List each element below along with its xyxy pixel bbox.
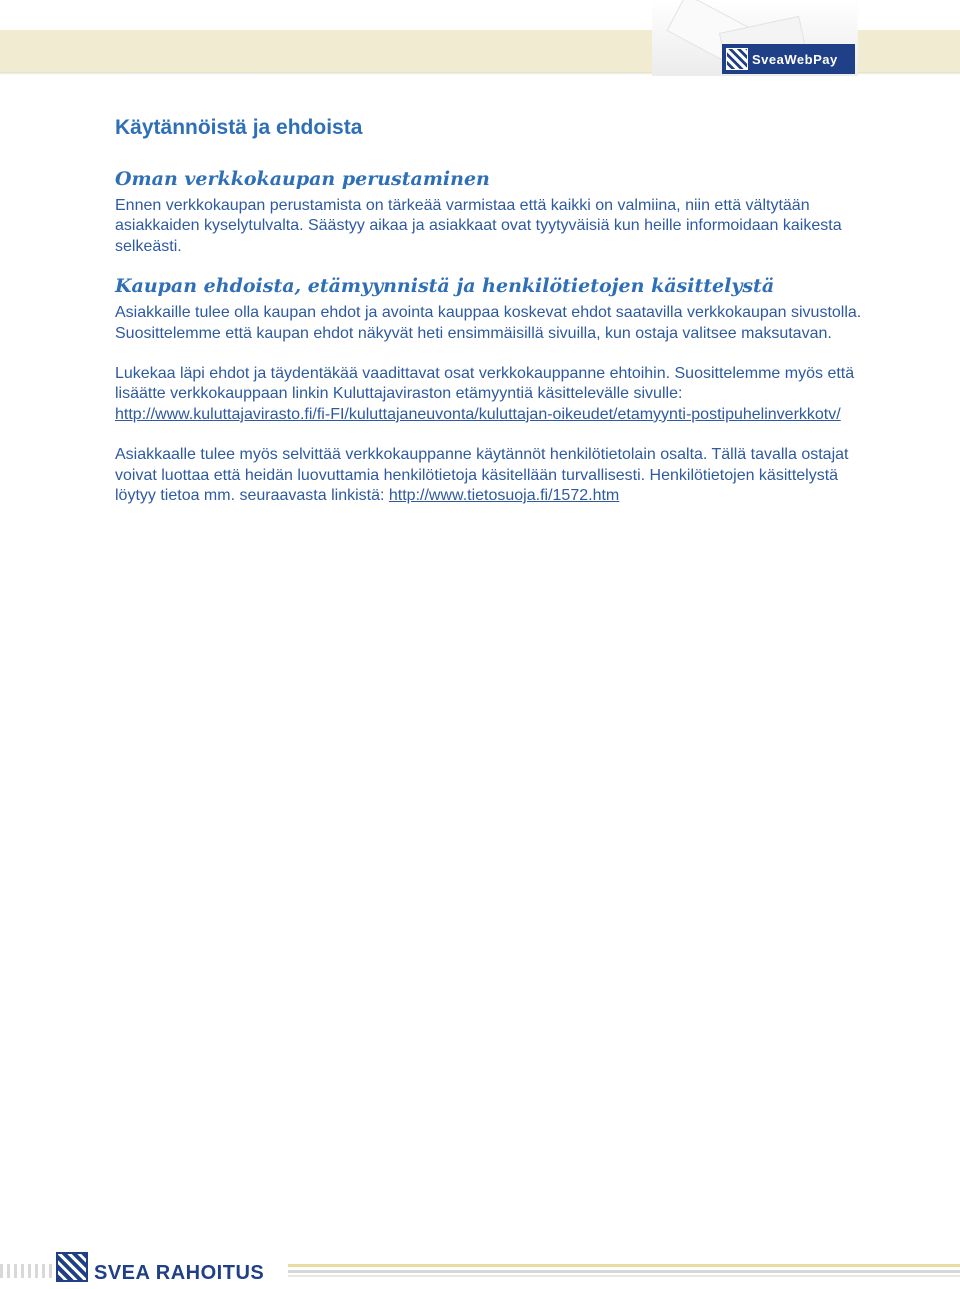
page-title: Käytännöistä ja ehdoista — [115, 116, 363, 139]
paragraph — [115, 364, 875, 425]
paragraph — [115, 445, 875, 506]
section-heading: Oman verkkokaupan perustaminen — [115, 168, 490, 190]
sveawebpay-logo — [722, 44, 855, 74]
kuluttajavirasto-link[interactable]: http://www.kuluttajavirasto.fi/fi-FI/kuluttajaneuvonta/kuluttajan-oikeudet/etamyynti-postipuhelinverkkotv/ — [115, 405, 841, 423]
sveawebpay-logo-text: SveaWebPay — [752, 51, 838, 67]
paragraph-text: Asiakkaalle tulee myös selvittää verkkokauppanne käytännöt henkilötietolain osalta. Tällä tavalla ostajat voivat luottaa että heidän luovuttamia henkilötietoja käsitellään turvallisesti. Henkilötietojen käsittelystä löytyy tietoa mm. seuraavasta linkistä: — [115, 446, 849, 505]
svea-rahoitus-logo-icon — [56, 1252, 88, 1282]
document-body — [115, 114, 875, 506]
paragraph: Ennen verkkokaupan perustamista on tärkeää varmistaa että kaikki on valmiina, niin että vältytään asiakkaiden kyselytulvalta. Säästyy aikaa ja asiakkaat ovat tyytyväisiä kun heille informoidaan kaikesta selkeästi. — [115, 197, 842, 255]
section-heading: Kaupan ehdoista, etämyynnistä ja henkilötietojen käsittelystä — [115, 275, 775, 298]
paragraph: Asiakkaille tulee olla kaupan ehdot ja avointa kauppaa koskevat ehdot saatavilla verkkokaupan sivustolla. Suosittelemme että kaupan ehdot näkyvät heti ensimmäisillä sivuilla, kun ostaja valitsee maksutavan. — [115, 304, 862, 342]
svea-rahoitus-logo-text: SVEA RAHOITUS — [94, 1262, 265, 1284]
footer — [0, 1248, 960, 1288]
footer-lines-decoration — [288, 1264, 960, 1278]
svea-logo-icon — [726, 48, 748, 70]
paragraph-text: Lukekaa läpi ehdot ja täydentäkää vaadittavat osat verkkokauppanne ehtoihin. Suosittelemme myös että lisäätte verkkokauppaan linkin Kuluttajaviraston etämyyntiä käsittelevälle sivulle: — [115, 365, 855, 403]
tietosuoja-link[interactable]: http://www.tietosuoja.fi/1572.htm — [388, 487, 620, 505]
footer-dots-decoration — [0, 1264, 60, 1278]
